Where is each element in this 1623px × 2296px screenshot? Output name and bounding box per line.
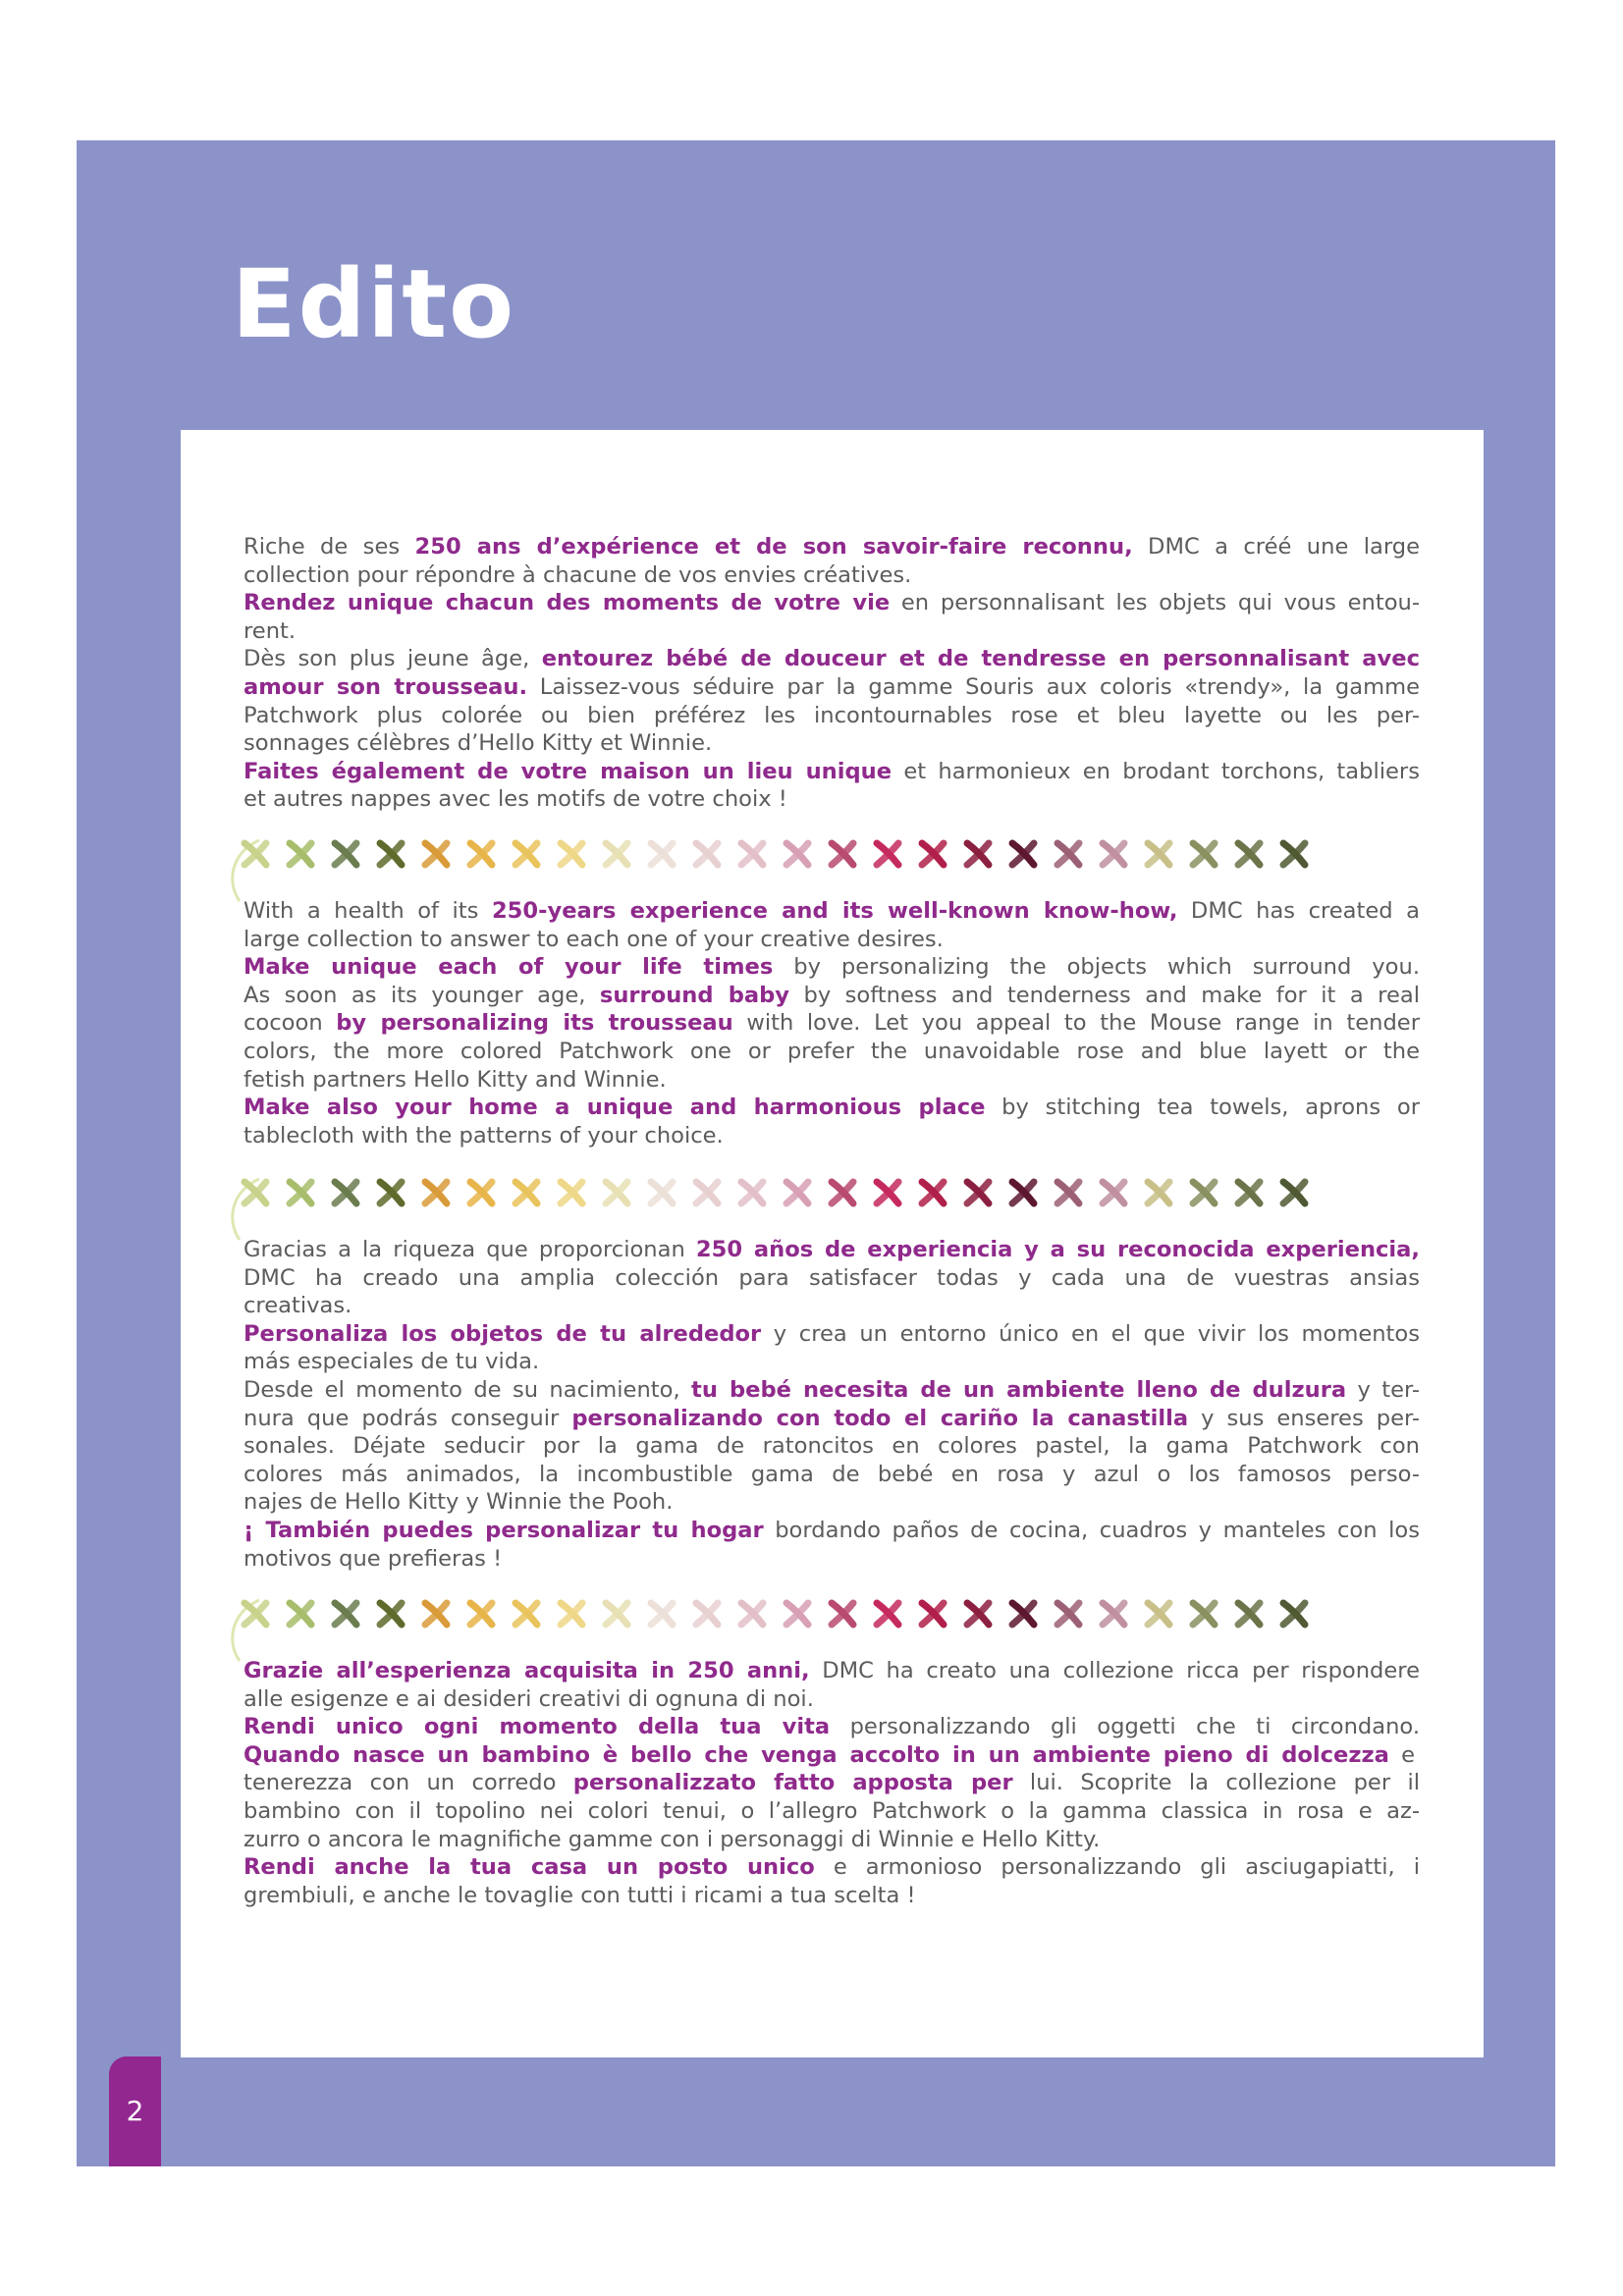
cross-stitch-icon [1283,1182,1305,1203]
highlighted-text: Rendi anche la tua casa un posto unico [243,1854,815,1881]
body-text: y sus enseres per- [1188,1405,1420,1431]
highlighted-text: Rendi unico ogni momento della tua vita [243,1714,831,1740]
body-text: en personnalisant les objets qui vous entou- [890,590,1420,616]
text-line [243,533,1420,561]
text-line [243,926,1420,954]
body-text: tablecloth with the patterns of your choice. [243,1122,724,1148]
body-text: Patchwork plus colorée ou bien préférez les incontournables rose et bleu layette ou les per- [243,702,1420,728]
body-text: by softness and tenderness and make for it a real [789,982,1420,1008]
body-text: colores más animados, la incombustible gama de bebé en rosa y azul o los famosos perso- [243,1461,1420,1487]
text-line [243,1769,1420,1797]
cross-stitch-icon [380,1182,402,1203]
highlighted-text: Make also your home a unique and harmonious place [243,1095,986,1121]
cross-stitch-icon [1148,843,1169,865]
body-text: Dès son plus jeune âge, [243,646,542,672]
body-text: e armonioso personalizzando gli asciugapiatti, i [814,1854,1421,1881]
cross-stitch-icon [380,1603,402,1625]
cross-stitch-icon [967,1603,989,1625]
cross-stitch-icon [290,1603,311,1625]
text-line [243,1432,1420,1461]
cross-stitch-icon [515,1182,537,1203]
text-line [243,1009,1420,1038]
body-text: grembiuli, e anche le tovaglie con tutti i ricami a tua scelta ! [243,1882,916,1908]
text-line [243,1461,1420,1489]
page-title: Edito [232,249,516,359]
text-line [243,1094,1420,1122]
text-line [243,1545,1420,1574]
cross-stitch-icon [1057,1182,1079,1203]
body-text: Laissez-vous séduire par la gamme Souris aux coloris «trendy», la gamme [527,673,1420,700]
text-line [243,1038,1420,1066]
text-line [243,897,1420,926]
body-text: y crea un entorno único en el que vivir los momentos [761,1320,1420,1347]
text-line [243,953,1420,982]
cross-stitch-icon [922,1182,944,1203]
highlighted-text: Grazie all’esperienza acquisita in 250 anni, [243,1658,810,1683]
highlighted-text: personalizando con todo el cariño la canastilla [571,1405,1189,1431]
body-text: et autres nappes avec les motifs de votre choix ! [243,786,787,813]
highlighted-text: Personaliza los objetos de tu alrededor [243,1320,762,1347]
highlighted-text: Faites également de votre maison un lieu unique [243,758,893,784]
body-text: zurro o ancora le magnifiche gamme con i personaggi di Winnie e Hello Kitty. [243,1826,1101,1852]
cross-stitch-icon [832,1182,853,1203]
page-number: 2 [126,2095,144,2127]
cross-stitch-icon [877,1603,898,1625]
cross-stitch-icon [606,1603,627,1625]
cross-stitch-icon [561,1603,582,1625]
text-line [243,1488,1420,1517]
highlighted-text: personalizzato fatto apposta per [572,1770,1013,1796]
text-line [243,1264,1420,1293]
cross-stitch-icon [696,1182,718,1203]
text-line [243,1122,1420,1150]
body-text: colors, the more colored Patchwork one or prefer the unavoidable rose and blue layett or the [243,1038,1420,1064]
text-line [243,617,1420,646]
text-line [243,785,1420,814]
body-text: DMC ha creato una collezione ricca per rispondere [809,1658,1420,1683]
cross-stitch-icon [1238,843,1260,865]
text-line [243,1348,1420,1376]
cross-stitch-icon [1193,843,1215,865]
body-text: collection pour répondre à chacune de vos envies créatives. [243,561,912,588]
text-line [243,1292,1420,1320]
body-text: bambino con il topolino nei colori tenui, o l’allegro Patchwork o la gamma classica in rosa e az- [243,1797,1420,1824]
divider-cross-stitch-2 [232,1171,1331,1240]
cross-stitch-icon [832,1603,853,1625]
cross-stitch-icon [651,1603,673,1625]
paragraph-english [243,897,1420,1149]
cross-stitch-icon [290,1182,311,1203]
cross-stitch-icon [1238,1182,1260,1203]
body-text: fetish partners Hello Kitty and Winnie. [243,1066,667,1093]
cross-stitch-icon [1012,1603,1034,1625]
cross-stitch-icon [244,1182,266,1203]
body-text: Riche de ses [243,534,415,560]
body-text: Gracias a la riqueza que proporcionan [243,1237,696,1262]
cross-stitch-icon [1238,1603,1260,1625]
cross-stitch-icon [922,843,944,865]
body-text: sonales. Déjate seducir por la gama de ratoncitos en colores pastel, la gama Patchwork con [243,1433,1420,1460]
text-line [243,1685,1420,1714]
cross-stitch-icon [877,1182,898,1203]
cross-stitch-icon [696,843,718,865]
body-text: tenerezza con un corredo [243,1770,573,1796]
cross-stitch-icon [922,1603,944,1625]
cross-stitch-icon [696,1603,718,1625]
body-text: más especiales de tu vida. [243,1349,540,1375]
cross-stitch-icon [651,843,673,865]
cross-stitch-icon [1148,1182,1169,1203]
body-text: with love. Let you appeal to the Mouse range in tender [732,1010,1420,1037]
cross-stitch-icon [606,843,627,865]
body-text: creativas. [243,1293,352,1319]
cross-stitch-icon [515,843,537,865]
highlighted-text: surround baby [599,982,790,1008]
body-text: DMC a créé une large [1132,534,1421,560]
body-text: large collection to answer to each one of your creative desires. [243,926,944,952]
body-text: motivos que prefieras ! [243,1545,503,1572]
text-line [243,1657,1420,1685]
body-text: DMC has created a [1177,898,1420,924]
highlighted-text: Make unique each of your life times [243,954,774,981]
text-line [243,1405,1420,1433]
cross-stitch-icon [877,843,898,865]
cross-stitch-icon [1057,843,1079,865]
cross-stitch-icon [1283,843,1305,865]
text-line [243,645,1420,673]
text-line [243,1236,1420,1264]
cross-stitch-icon [470,1182,492,1203]
body-text: sonnages célèbres d’Hello Kitty et Winnie. [243,730,713,757]
cross-stitch-icon [786,1182,808,1203]
text-line [243,758,1420,786]
highlighted-text: 250 años de experiencia y a su reconocida experiencia, [695,1237,1420,1262]
highlighted-text: Quando nasce un bambino è bello che venga accolto in un ambiente pieno di dolcezza [243,1741,1389,1768]
text-line [243,1320,1420,1349]
text-line [243,1826,1420,1854]
cross-stitch-icon [1283,1603,1305,1625]
cross-stitch-icon [1012,1182,1034,1203]
cross-stitch-icon [786,1603,808,1625]
highlighted-text: amour son trousseau. [243,673,528,700]
body-text: e [1388,1741,1415,1768]
body-text: As soon as its younger age, [243,982,600,1008]
divider-cross-stitch-3 [232,1592,1331,1661]
paragraph-spanish [243,1236,1420,1573]
cross-stitch-icon [1103,843,1124,865]
cross-stitch-icon [786,843,808,865]
body-text: by stitching tea towels, aprons or [985,1095,1420,1121]
body-text: rent. [243,617,297,644]
text-line [243,1741,1420,1770]
cross-stitch-icon [380,843,402,865]
text-line [243,1882,1420,1910]
cross-stitch-icon [290,843,311,865]
highlighted-text: Rendez unique chacun des moments de votre vie [243,590,891,616]
cross-stitch-icon [335,843,356,865]
cross-stitch-icon [1193,1182,1215,1203]
cross-stitch-icon [1148,1603,1169,1625]
highlighted-text: 250-years experience and its well-known know-how, [491,898,1178,924]
body-text: y ter- [1346,1376,1420,1403]
cross-stitch-icon [425,843,447,865]
text-line [243,1853,1420,1882]
cross-stitch-icon [967,1182,989,1203]
cross-stitch-icon [561,1182,582,1203]
highlighted-text: tu bebé necesita de un ambiente lleno de dulzura [691,1376,1347,1403]
cross-stitch-icon [967,843,989,865]
cross-stitch-icon [425,1603,447,1625]
text-line [243,1517,1420,1545]
body-text: lui. Scoprite la collezione per il [1012,1770,1420,1796]
text-line [243,982,1420,1010]
text-line [243,702,1420,730]
cross-stitch-icon [335,1182,356,1203]
body-text: DMC ha creado una amplia colección para satisfacer todas y cada una de vuestras ansias [243,1264,1420,1291]
cross-stitch-icon [244,843,266,865]
body-text: by personalizing the objects which surround you. [773,954,1420,981]
body-text: With a health of its [243,898,492,924]
cross-stitch-icon [561,843,582,865]
cross-stitch-icon [470,843,492,865]
cross-stitch-icon [741,843,763,865]
text-line [243,561,1420,590]
text-line [243,729,1420,758]
cross-stitch-icon [832,843,853,865]
cross-stitch-icon [1012,843,1034,865]
cross-stitch-icon [606,1182,627,1203]
body-text: alle esigenze e ai desideri creativi di ognuna di noi. [243,1685,814,1712]
cross-stitch-icon [515,1603,537,1625]
cross-stitch-icon [741,1603,763,1625]
body-text: personalizzando gli oggetti che ti circondano. [830,1714,1421,1740]
text-line [243,1066,1420,1095]
cross-stitch-icon [1193,1603,1215,1625]
body-text: cocoon [243,1010,337,1037]
cross-stitch-icon [335,1603,356,1625]
cross-stitch-icon [741,1182,763,1203]
cross-stitch-icon [1103,1182,1124,1203]
cross-stitch-icon [651,1182,673,1203]
body-text: nura que podrás conseguir [243,1405,572,1431]
highlighted-text: ¡ También puedes personalizar tu hogar [243,1517,764,1543]
text-line [243,1376,1420,1405]
cross-stitch-icon [425,1182,447,1203]
text-line [243,589,1420,617]
paragraph-french [243,533,1420,814]
divider-cross-stitch-1 [232,832,1331,901]
highlighted-text: entourez bébé de douceur et de tendresse en personnalisant avec [541,646,1421,672]
highlighted-text: by personalizing its trousseau [336,1010,733,1037]
highlighted-text: 250 ans d’expérience et de son savoir-faire reconnu, [414,534,1133,560]
cross-stitch-icon [1057,1603,1079,1625]
cross-stitch-icon [1103,1603,1124,1625]
text-line [243,1797,1420,1826]
paragraph-italian [243,1657,1420,1909]
text-line [243,673,1420,702]
body-text: Desde el momento de su nacimiento, [243,1376,692,1403]
cross-stitch-icon [470,1603,492,1625]
body-text: et harmonieux en brodant torchons, tabliers [892,758,1420,784]
cross-stitch-icon [244,1603,266,1625]
body-text: najes de Hello Kitty y Winnie the Pooh. [243,1489,674,1516]
body-text: bordando paños de cocina, cuadros y manteles con los [763,1517,1420,1543]
text-line [243,1713,1420,1741]
